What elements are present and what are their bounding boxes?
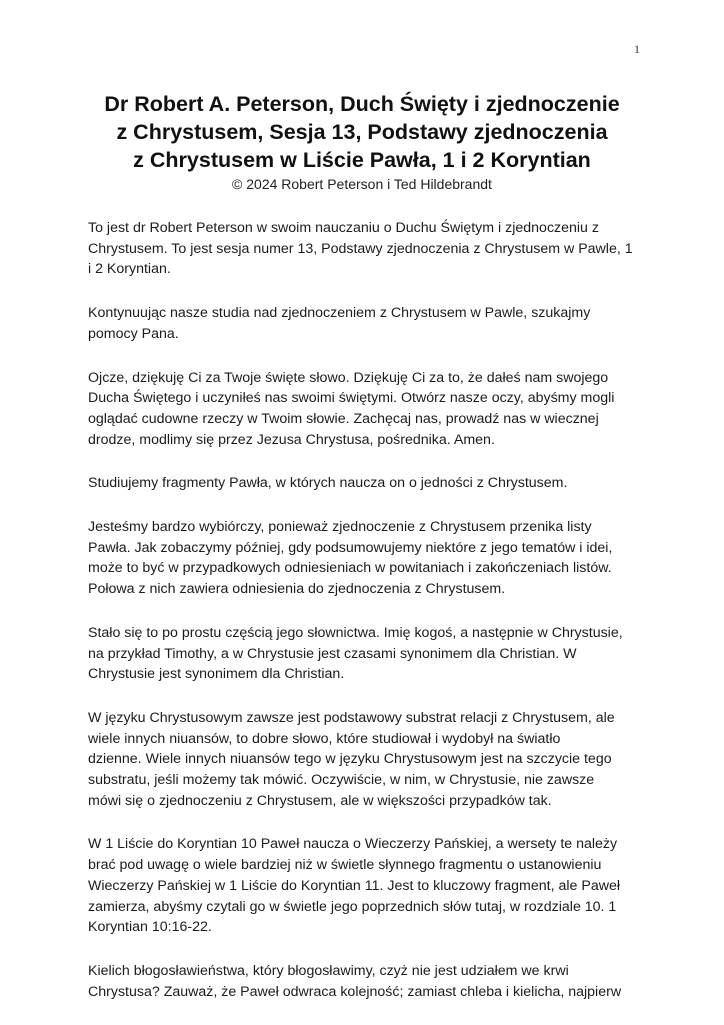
text-line: może to być w przypadkowych odniesieniach w powitaniach i zakończeniach listów. xyxy=(88,560,612,577)
text-line: drodze, modlimy się przez Jezusa Chrystusa, pośrednika. Amen. xyxy=(88,431,495,448)
text-line: Kielich błogosławieństwa, który błogosławimy, czyż nie jest udziałem we krwi xyxy=(88,962,569,979)
text-line: Pawła. Jak zobaczymy później, gdy podsumowujemy niektóre z jego tematów i idei, xyxy=(88,539,613,556)
text-line: Wieczerzy Pańskiej w 1 Liście do Koryntian 11. Jest to kluczowy fragment, ale Paweł xyxy=(88,877,620,894)
title-line: Dr Robert A. Peterson, Duch Święty i zjednoczenie xyxy=(104,92,620,116)
text-line: pomocy Pana. xyxy=(88,325,179,342)
title-line: z Chrystusem w Liście Pawła, 1 i 2 Koryntian xyxy=(133,148,591,172)
text-line: Chrystusem. To jest sesja numer 13, Podstawy zjednoczenia z Chrystusem w Pawle, 1 xyxy=(88,240,633,257)
paragraph xyxy=(88,834,648,938)
text-line: i 2 Koryntian. xyxy=(88,261,171,278)
text-line: Jesteśmy bardzo wybiórczy, ponieważ zjednoczenie z Chrystusem przenika listy xyxy=(88,519,592,536)
text-line: Chrystusie jest synonimem dla Christian. xyxy=(88,666,345,683)
text-line: oglądać cudowne rzeczy w Twoim słowie. Zachęcaj nas, prowadź nas w wiecznej xyxy=(88,410,599,427)
text-line: Chrystusa? Zauważ, że Paweł odwraca kolejność; zamiast chleba i kielicha, najpierw xyxy=(88,983,622,1000)
page-number: 1 xyxy=(634,42,640,56)
document-title xyxy=(60,90,664,193)
paragraph xyxy=(88,961,648,1002)
text-line: dzienne. Wiele innych niuansów tego w języku Chrystusowym jest na szczycie tego xyxy=(88,751,612,768)
text-line: brać pod uwagę o wiele bardziej niż w świetle słynnego fragmentu o ustanowieniu xyxy=(88,857,602,874)
text-line: Ducha Świętego i uczyniłeś nas swoimi świętymi. Otwórz nasze oczy, abyśmy mogli xyxy=(88,390,615,407)
text-line: Ojcze, dziękuję Ci za Twoje święte słowo. Dziękuję Ci za to, że dałeś nam swojego xyxy=(88,369,609,386)
text-line: W języku Chrystusowym zawsze jest podstawowy substrat relacji z Chrystusem, ale xyxy=(88,709,615,726)
text-line: Połowa z nich zawiera odniesienia do zjednoczenia z Chrystusem. xyxy=(88,581,506,598)
text-line: Stało się to po prostu częścią jego słownictwa. Imię kogoś, a następnie w Chrystusie, xyxy=(88,624,623,641)
paragraph xyxy=(88,473,648,494)
text-line: na przykład Timothy, a w Chrystusie jest czasami synonimem dla Christian. W xyxy=(88,645,577,662)
copyright-line: © 2024 Robert Peterson i Ted Hildebrandt xyxy=(232,176,492,192)
text-line: wiele innych niuansów, to dobre słowo, które studiował i wydobył na światło xyxy=(88,730,561,747)
document-body xyxy=(88,218,648,1025)
text-line: Koryntian 10:16-22. xyxy=(88,919,212,936)
text-line: Kontynuując nasze studia nad zjednoczeniem z Chrystusem w Pawle, szukajmy xyxy=(88,305,591,322)
paragraph xyxy=(88,623,648,685)
title-line: z Chrystusem, Sesja 13, Podstawy zjednoczenia xyxy=(116,120,608,144)
paragraph xyxy=(88,218,648,280)
text-line: W 1 Liście do Koryntian 10 Paweł naucza o Wieczerzy Pańskiej, a wersety te należy xyxy=(88,836,618,853)
paragraph xyxy=(88,368,648,451)
text-line: To jest dr Robert Peterson w swoim nauczaniu o Duchu Świętym i zjednoczeniu z xyxy=(88,220,599,236)
paragraph xyxy=(88,517,648,600)
text-line: zamierza, abyśmy czytali go w świetle jego poprzednich słów tutaj, w rozdziale 10. 1 xyxy=(88,898,617,915)
text-line: Studiujemy fragmenty Pawła, w których naucza on o jedności z Chrystusem. xyxy=(88,475,568,492)
text-line: mówi się o zjednoczeniu z Chrystusem, ale w większości przypadków tak. xyxy=(88,792,552,809)
text-line: substratu, jeśli możemy tak mówić. Oczywiście, w nim, w Chrystusie, nie zawsze xyxy=(88,772,595,789)
paragraph xyxy=(88,303,648,344)
paragraph xyxy=(88,708,648,812)
